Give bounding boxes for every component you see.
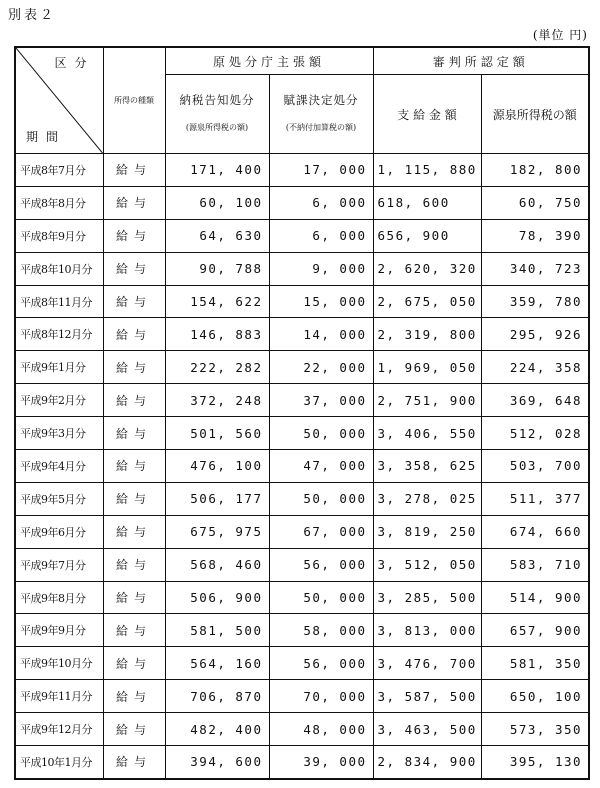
tax-notice-cell: 222, 282 — [165, 351, 269, 384]
period-cell: 平成9年1月分 — [15, 351, 103, 384]
payment-amount-cell: 2, 319, 800 — [373, 318, 481, 351]
period-cell: 平成8年11月分 — [15, 285, 103, 318]
payment-amount-cell: 3, 512, 050 — [373, 548, 481, 581]
withholding-tax-cell: 295, 926 — [481, 318, 589, 351]
tax-notice-cell: 171, 400 — [165, 154, 269, 187]
withholding-tax-cell: 359, 780 — [481, 285, 589, 318]
tax-notice-cell: 482, 400 — [165, 713, 269, 746]
table-row — [15, 318, 589, 351]
withholding-tax-cell: 583, 710 — [481, 548, 589, 581]
income-type-cell: 給与 — [103, 713, 165, 746]
period-cell: 平成9年4月分 — [15, 450, 103, 483]
income-type-cell: 給与 — [103, 746, 165, 779]
withholding-tax-cell: 514, 900 — [481, 581, 589, 614]
payment-amount-cell: 618, 600 — [373, 186, 481, 219]
withholding-tax-cell: 224, 358 — [481, 351, 589, 384]
penalty-cell: 50, 000 — [269, 581, 373, 614]
header-kikan: 期間 — [26, 130, 67, 144]
period-cell: 平成9年2月分 — [15, 384, 103, 417]
period-cell: 平成9年12月分 — [15, 713, 103, 746]
table-row — [15, 482, 589, 515]
tax-assessment-table — [14, 46, 590, 780]
tax-notice-cell: 706, 870 — [165, 680, 269, 713]
table-row — [15, 450, 589, 483]
withholding-tax-cell: 78, 390 — [481, 219, 589, 252]
tax-notice-cell: 506, 900 — [165, 581, 269, 614]
income-type-cell: 給与 — [103, 515, 165, 548]
income-type-cell: 給与 — [103, 482, 165, 515]
withholding-tax-cell: 674, 660 — [481, 515, 589, 548]
table-row — [15, 186, 589, 219]
table-row — [15, 647, 589, 680]
period-cell: 平成8年8月分 — [15, 186, 103, 219]
unit-label: (単位 円) — [532, 28, 588, 42]
header-tax-notice-label: 納税告知処分 — [179, 93, 255, 107]
table-row — [15, 154, 589, 187]
penalty-cell: 47, 000 — [269, 450, 373, 483]
payment-amount-cell: 3, 406, 550 — [373, 417, 481, 450]
period-cell: 平成9年5月分 — [15, 482, 103, 515]
income-type-cell: 給与 — [103, 417, 165, 450]
tax-notice-cell: 568, 460 — [165, 548, 269, 581]
penalty-cell: 56, 000 — [269, 647, 373, 680]
income-type-cell: 給与 — [103, 285, 165, 318]
period-cell: 平成8年9月分 — [15, 219, 103, 252]
period-cell: 平成9年6月分 — [15, 515, 103, 548]
header-kubun: 区分 — [54, 56, 95, 70]
payment-amount-cell: 2, 620, 320 — [373, 252, 481, 285]
penalty-cell: 37, 000 — [269, 384, 373, 417]
penalty-cell: 14, 000 — [269, 318, 373, 351]
payment-amount-cell: 3, 819, 250 — [373, 515, 481, 548]
table-row — [15, 581, 589, 614]
income-type-cell: 給与 — [103, 647, 165, 680]
period-cell: 平成8年12月分 — [15, 318, 103, 351]
table-row — [15, 680, 589, 713]
payment-amount-cell: 2, 834, 900 — [373, 746, 481, 779]
penalty-cell: 50, 000 — [269, 482, 373, 515]
table-body — [15, 154, 589, 779]
tax-notice-cell: 581, 500 — [165, 614, 269, 647]
withholding-tax-cell: 573, 350 — [481, 713, 589, 746]
tax-notice-cell: 60, 100 — [165, 186, 269, 219]
income-type-cell: 給与 — [103, 351, 165, 384]
payment-amount-cell: 2, 751, 900 — [373, 384, 481, 417]
withholding-tax-cell: 503, 700 — [481, 450, 589, 483]
withholding-tax-cell: 340, 723 — [481, 252, 589, 285]
tax-notice-cell: 154, 622 — [165, 285, 269, 318]
tax-notice-cell: 394, 600 — [165, 746, 269, 779]
table-row — [15, 515, 589, 548]
penalty-cell: 17, 000 — [269, 154, 373, 187]
income-type-cell: 給与 — [103, 581, 165, 614]
tax-notice-cell: 501, 560 — [165, 417, 269, 450]
penalty-cell: 6, 000 — [269, 219, 373, 252]
penalty-cell: 15, 000 — [269, 285, 373, 318]
header-penalty-decision — [269, 75, 373, 154]
header-original-authority: 原処分庁主張額 — [165, 47, 373, 75]
table-row — [15, 384, 589, 417]
header-tax-notice-note: (源泉所得税の額) — [185, 123, 249, 132]
tax-notice-cell: 675, 975 — [165, 515, 269, 548]
penalty-cell: 39, 000 — [269, 746, 373, 779]
payment-amount-cell: 3, 587, 500 — [373, 680, 481, 713]
penalty-cell: 9, 000 — [269, 252, 373, 285]
tax-notice-cell: 372, 248 — [165, 384, 269, 417]
penalty-cell: 56, 000 — [269, 548, 373, 581]
header-tribunal: 審判所認定額 — [373, 47, 589, 75]
payment-amount-cell: 3, 476, 700 — [373, 647, 481, 680]
payment-amount-cell: 2, 675, 050 — [373, 285, 481, 318]
tax-notice-cell: 476, 100 — [165, 450, 269, 483]
table-row — [15, 713, 589, 746]
period-cell: 平成8年10月分 — [15, 252, 103, 285]
withholding-tax-cell: 395, 130 — [481, 746, 589, 779]
penalty-cell: 58, 000 — [269, 614, 373, 647]
withholding-tax-cell: 650, 100 — [481, 680, 589, 713]
header-penalty-decision-note: (不納付加算税の額) — [285, 123, 357, 132]
payment-amount-cell: 656, 900 — [373, 219, 481, 252]
period-cell: 平成9年9月分 — [15, 614, 103, 647]
income-type-cell: 給与 — [103, 450, 165, 483]
withholding-tax-cell: 581, 350 — [481, 647, 589, 680]
tax-notice-cell: 146, 883 — [165, 318, 269, 351]
header-payment-amount: 支 給 金 額 — [373, 75, 481, 154]
period-cell: 平成8年7月分 — [15, 154, 103, 187]
table-row — [15, 285, 589, 318]
payment-amount-cell: 3, 285, 500 — [373, 581, 481, 614]
penalty-cell: 67, 000 — [269, 515, 373, 548]
payment-amount-cell: 1, 969, 050 — [373, 351, 481, 384]
tax-notice-cell: 90, 788 — [165, 252, 269, 285]
header-row-groups — [15, 47, 589, 75]
income-type-cell: 給与 — [103, 384, 165, 417]
penalty-cell: 50, 000 — [269, 417, 373, 450]
penalty-cell: 6, 000 — [269, 186, 373, 219]
period-cell: 平成10年1月分 — [15, 746, 103, 779]
income-type-cell: 給与 — [103, 252, 165, 285]
withholding-tax-cell: 511, 377 — [481, 482, 589, 515]
header-diagonal-cell — [15, 47, 103, 154]
header-income-type: 所得の種類 — [103, 47, 165, 154]
table-row — [15, 417, 589, 450]
table-row — [15, 219, 589, 252]
table-row — [15, 548, 589, 581]
income-type-cell: 給与 — [103, 219, 165, 252]
header-penalty-decision-label: 賦課決定処分 — [283, 93, 359, 107]
header-tax-notice — [165, 75, 269, 154]
withholding-tax-cell: 182, 800 — [481, 154, 589, 187]
period-cell: 平成9年8月分 — [15, 581, 103, 614]
tax-notice-cell: 564, 160 — [165, 647, 269, 680]
penalty-cell: 22, 000 — [269, 351, 373, 384]
payment-amount-cell: 3, 463, 500 — [373, 713, 481, 746]
withholding-tax-cell: 60, 750 — [481, 186, 589, 219]
payment-amount-cell: 3, 813, 000 — [373, 614, 481, 647]
income-type-cell: 給与 — [103, 318, 165, 351]
payment-amount-cell: 3, 278, 025 — [373, 482, 481, 515]
income-type-cell: 給与 — [103, 548, 165, 581]
withholding-tax-cell: 512, 028 — [481, 417, 589, 450]
income-type-cell: 給与 — [103, 154, 165, 187]
table-row — [15, 746, 589, 779]
tax-notice-cell: 64, 630 — [165, 219, 269, 252]
period-cell: 平成9年3月分 — [15, 417, 103, 450]
income-type-cell: 給与 — [103, 186, 165, 219]
table-row — [15, 614, 589, 647]
period-cell: 平成9年7月分 — [15, 548, 103, 581]
penalty-cell: 70, 000 — [269, 680, 373, 713]
withholding-tax-cell: 369, 648 — [481, 384, 589, 417]
payment-amount-cell: 3, 358, 625 — [373, 450, 481, 483]
table-row — [15, 351, 589, 384]
period-cell: 平成9年11月分 — [15, 680, 103, 713]
document-label: 別表２ — [8, 8, 57, 23]
tax-notice-cell: 506, 177 — [165, 482, 269, 515]
header-withholding-tax: 源泉所得税の額 — [481, 75, 589, 154]
table-row — [15, 252, 589, 285]
penalty-cell: 48, 000 — [269, 713, 373, 746]
withholding-tax-cell: 657, 900 — [481, 614, 589, 647]
payment-amount-cell: 1, 115, 880 — [373, 154, 481, 187]
period-cell: 平成9年10月分 — [15, 647, 103, 680]
income-type-cell: 給与 — [103, 614, 165, 647]
income-type-cell: 給与 — [103, 680, 165, 713]
